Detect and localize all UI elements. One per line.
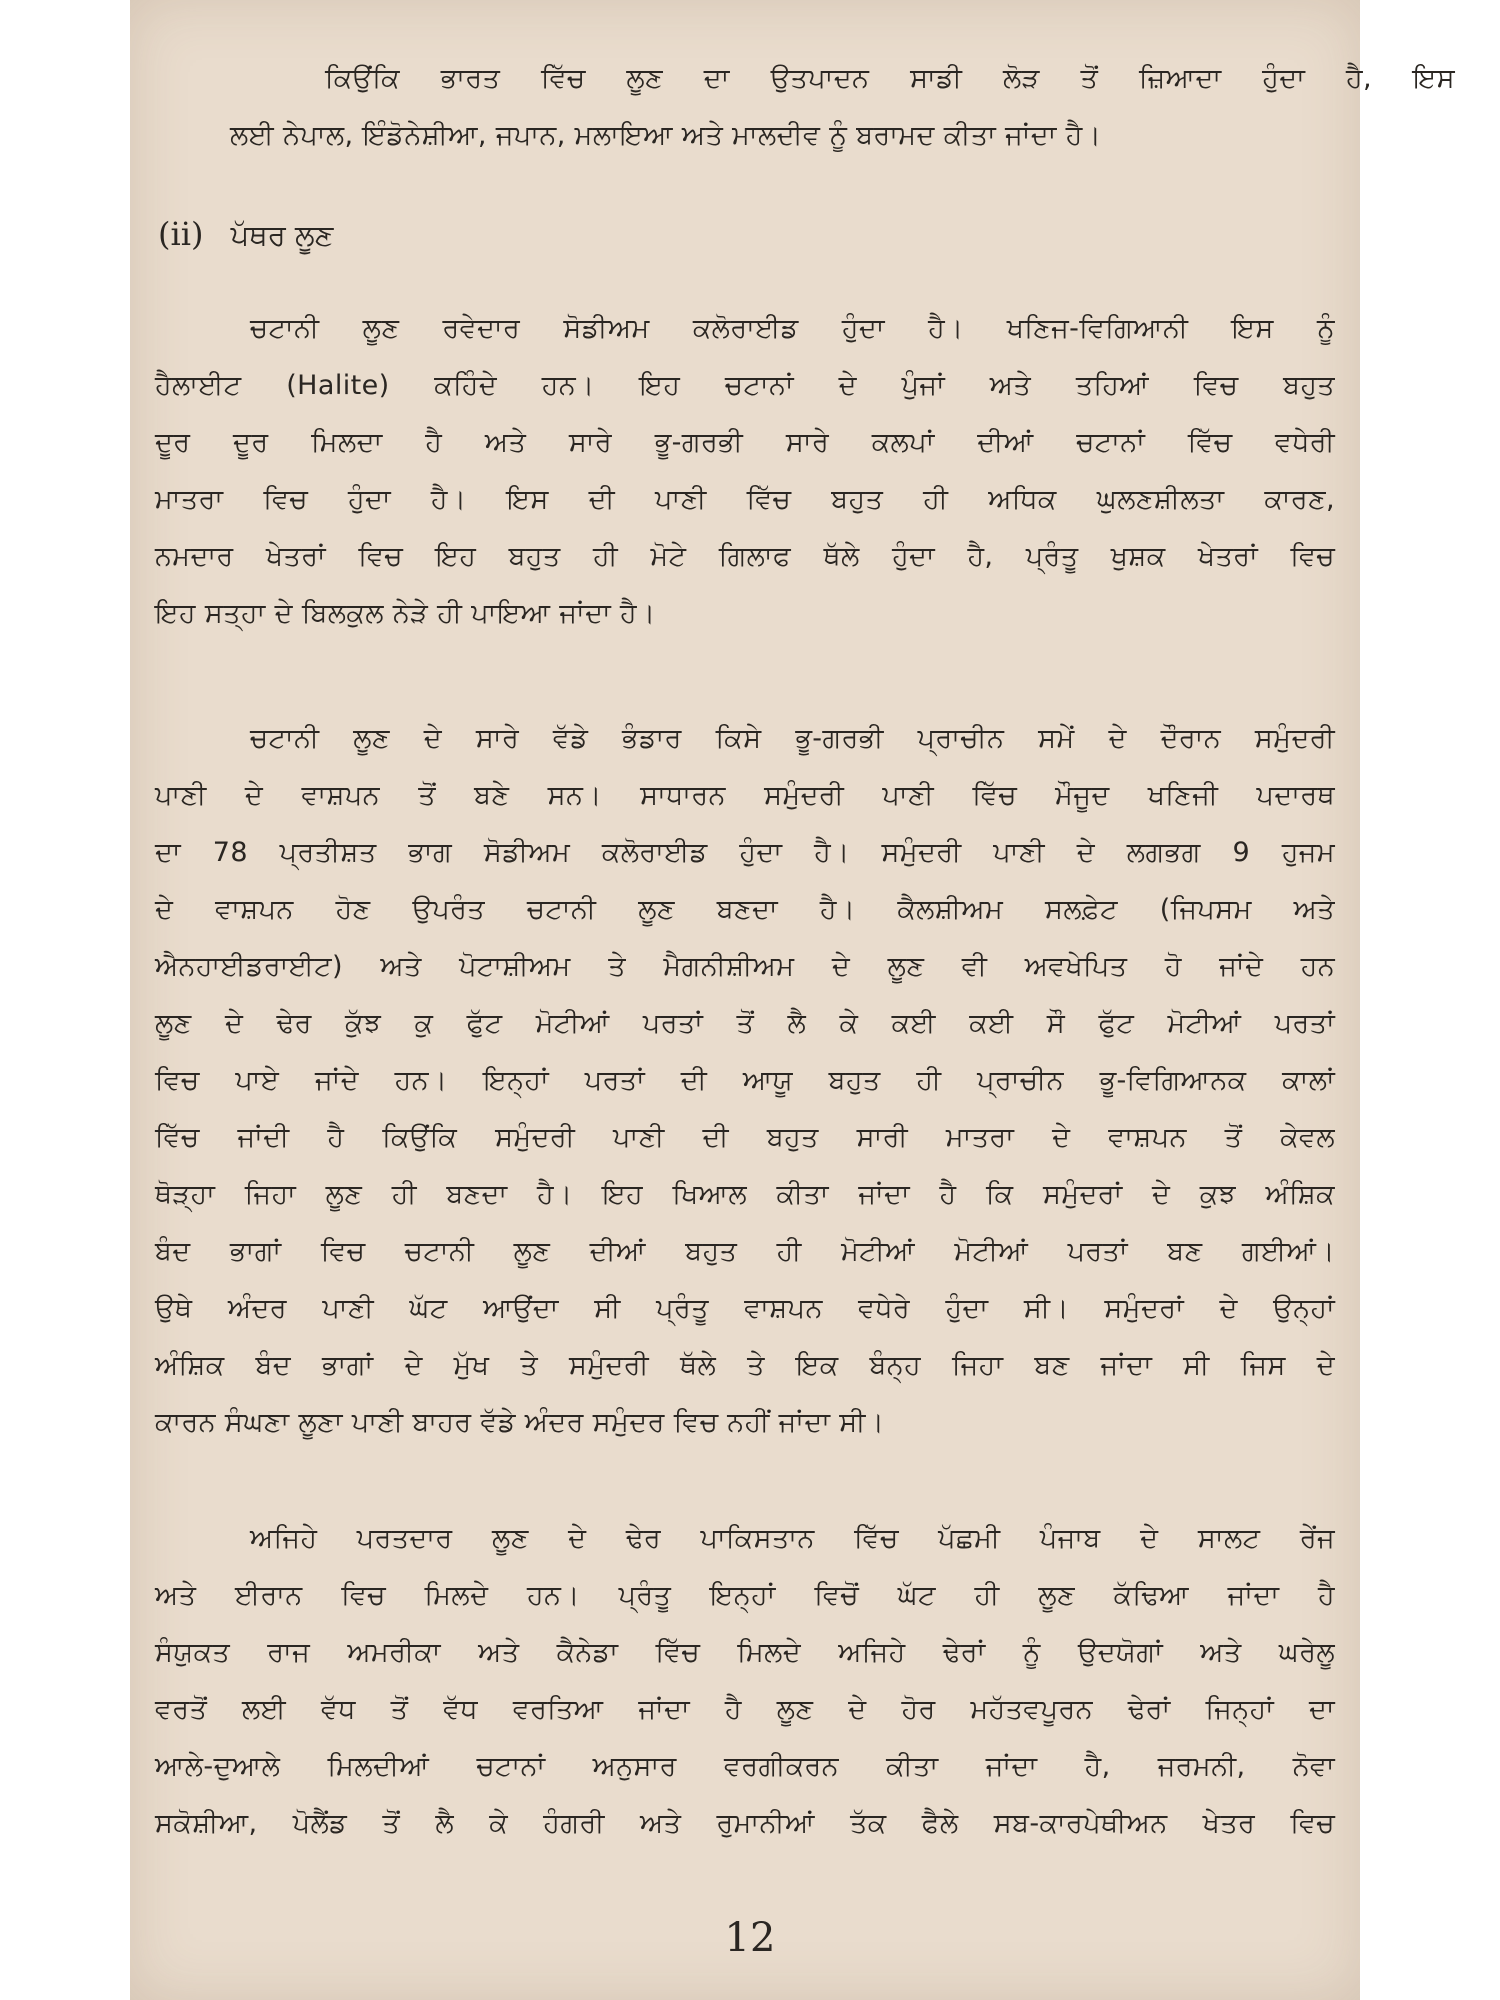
text-line: ਦੇ ਵਾਸ਼ਪਨ ਹੋਣ ਉਪਰੰਤ ਚਟਾਨੀ ਲੂਣ ਬਣਦਾ ਹੈ। ਕੈਲਸ਼ੀਅਮ ਸਲਫ਼ੇਟ (ਜਿਪਸਮ ਅਤੇ bbox=[155, 894, 1335, 925]
paragraph-3 bbox=[155, 710, 1335, 1451]
text-line: ਆਲੇ-ਦੁਆਲੇ ਮਿਲਦੀਆਂ ਚਟਾਨਾਂ ਅਨੁਸਾਰ ਵਰਗੀਕਰਨ ਕੀਤਾ ਜਾਂਦਾ ਹੈ, ਜਰਮਨੀ, ਨੋਵਾ bbox=[155, 1751, 1335, 1782]
paragraph-4 bbox=[155, 1510, 1335, 1852]
text-line: ਵਿੱਚ ਜਾਂਦੀ ਹੈ ਕਿਉਂਕਿ ਸਮੁੰਦਰੀ ਪਾਣੀ ਦੀ ਬਹੁਤ ਸਾਰੀ ਮਾਤਰਾ ਦੇ ਵਾਸ਼ਪਨ ਤੋਂ ਕੇਵਲ bbox=[155, 1122, 1335, 1153]
text-line: ਕਿਉਂਕਿ ਭਾਰਤ ਵਿੱਚ ਲੂਣ ਦਾ ਉਤਪਾਦਨ ਸਾਡੀ ਲੋੜ ਤੋਂ ਜ਼ਿਆਦਾ ਹੁੰਦਾ ਹੈ, ਇਸ bbox=[325, 63, 1455, 94]
text-line: ਬੰਦ ਭਾਗਾਂ ਵਿਚ ਚਟਾਨੀ ਲੂਣ ਦੀਆਂ ਬਹੁਤ ਹੀ ਮੋਟੀਆਂ ਮੋਟੀਆਂ ਪਰਤਾਂ ਬਣ ਗਈਆਂ। bbox=[155, 1236, 1335, 1267]
text-line: ਸੰਯੁਕਤ ਰਾਜ ਅਮਰੀਕਾ ਅਤੇ ਕੈਨੇਡਾ ਵਿੱਚ ਮਿਲਦੇ ਅਜਿਹੇ ਢੇਰਾਂ ਨੂੰ ਉਦਯੋਗਾਂ ਅਤੇ ਘਰੇਲੂ bbox=[155, 1637, 1335, 1668]
text-line: ਥੋੜ੍ਹਾ ਜਿਹਾ ਲੂਣ ਹੀ ਬਣਦਾ ਹੈ। ਇਹ ਖਿਆਲ ਕੀਤਾ ਜਾਂਦਾ ਹੈ ਕਿ ਸਮੁੰਦਰਾਂ ਦੇ ਕੁਝ ਅੰਸ਼ਿਕ bbox=[155, 1179, 1335, 1210]
text-line: ਐਨਹਾਈਡਰਾਈਟ) ਅਤੇ ਪੋਟਾਸ਼ੀਅਮ ਤੇ ਮੈਗਨੀਸ਼ੀਅਮ ਦੇ ਲੂਣ ਵੀ ਅਵਖੇਪਿਤ ਹੋ ਜਾਂਦੇ ਹਨ bbox=[155, 951, 1335, 982]
text-line: ਪਾਣੀ ਦੇ ਵਾਸ਼ਪਨ ਤੋਂ ਬਣੇ ਸਨ। ਸਾਧਾਰਨ ਸਮੁੰਦਰੀ ਪਾਣੀ ਵਿੱਚ ਮੌਜੂਦ ਖਣਿਜੀ ਪਦਾਰਥ bbox=[155, 780, 1335, 811]
text-line: ਲਈ ਨੇਪਾਲ, ਇੰਡੋਨੇਸ਼ੀਆ, ਜਪਾਨ, ਮਲਾਇਆ ਅਤੇ ਮਾਲਦੀਵ ਨੂੰ ਬਰਾਮਦ ਕੀਤਾ ਜਾਂਦਾ ਹੈ। bbox=[230, 120, 1102, 151]
text-line: ਅਤੇ ਈਰਾਨ ਵਿਚ ਮਿਲਦੇ ਹਨ। ਪ੍ਰੰਤੂ ਇਨ੍ਹਾਂ ਵਿਚੋਂ ਘੱਟ ਹੀ ਲੂਣ ਕੱਢਿਆ ਜਾਂਦਾ ਹੈ bbox=[155, 1580, 1335, 1611]
book-page bbox=[130, 0, 1455, 2000]
section-number: (ii) bbox=[158, 215, 204, 253]
paragraph-1 bbox=[230, 50, 1455, 164]
text-line: ਦੂਰ ਦੂਰ ਮਿਲਦਾ ਹੈ ਅਤੇ ਸਾਰੇ ਭੂ-ਗਰਭੀ ਸਾਰੇ ਕਲਪਾਂ ਦੀਆਂ ਚਟਾਨਾਂ ਵਿੱਚ ਵਧੇਰੀ bbox=[155, 427, 1335, 458]
section-heading bbox=[158, 215, 333, 253]
text-line: ਦਾ 78 ਪ੍ਰਤੀਸ਼ਤ ਭਾਗ ਸੋਡੀਅਮ ਕਲੋਰਾਈਡ ਹੁੰਦਾ ਹੈ। ਸਮੁੰਦਰੀ ਪਾਣੀ ਦੇ ਲਗਭਗ 9 ਹੁਜਮ bbox=[155, 837, 1335, 868]
text-line: ਲੂਣ ਦੇ ਢੇਰ ਕੁੱਝ ਕੁ ਫੁੱਟ ਮੋਟੀਆਂ ਪਰਤਾਂ ਤੋਂ ਲੈ ਕੇ ਕਈ ਕਈ ਸੌ ਫੁੱਟ ਮੋਟੀਆਂ ਪਰਤਾਂ bbox=[155, 1008, 1335, 1039]
text-line: ਸਕੋਸ਼ੀਆ, ਪੋਲੈਂਡ ਤੋਂ ਲੈ ਕੇ ਹੰਗਰੀ ਅਤੇ ਰੁਮਾਨੀਆਂ ਤੱਕ ਫੈਲੇ ਸਬ-ਕਾਰਪੇਥੀਅਨ ਖੇਤਰ ਵਿਚ bbox=[155, 1808, 1335, 1839]
text-line: ਉਥੇ ਅੰਦਰ ਪਾਣੀ ਘੱਟ ਆਉਂਦਾ ਸੀ ਪ੍ਰੰਤੂ ਵਾਸ਼ਪਨ ਵਧੇਰੇ ਹੁੰਦਾ ਸੀ। ਸਮੁੰਦਰਾਂ ਦੇ ਉਨ੍ਹਾਂ bbox=[155, 1293, 1335, 1324]
text-line: ਨਮਦਾਰ ਖੇਤਰਾਂ ਵਿਚ ਇਹ ਬਹੁਤ ਹੀ ਮੋਟੇ ਗਿਲਾਫ ਥੱਲੇ ਹੁੰਦਾ ਹੈ, ਪ੍ਰੰਤੂ ਖੁਸ਼ਕ ਖੇਤਰਾਂ ਵਿਚ bbox=[155, 541, 1335, 572]
text-line: ਕਾਰਨ ਸੰਘਣਾ ਲੂਣਾ ਪਾਣੀ ਬਾਹਰ ਵੱਡੇ ਅੰਦਰ ਸਮੁੰਦਰ ਵਿਚ ਨਹੀਂ ਜਾਂਦਾ ਸੀ। bbox=[155, 1407, 885, 1438]
text-line: ਇਹ ਸਤ੍ਹਾ ਦੇ ਬਿਲਕੁਲ ਨੇੜੇ ਹੀ ਪਾਇਆ ਜਾਂਦਾ ਹੈ। bbox=[155, 598, 656, 629]
text-line: ਚਟਾਨੀ ਲੂਣ ਦੇ ਸਾਰੇ ਵੱਡੇ ਭੰਡਾਰ ਕਿਸੇ ਭੂ-ਗਰਭੀ ਪ੍ਰਾਚੀਨ ਸਮੇਂ ਦੇ ਦੌਰਾਨ ਸਮੁੰਦਰੀ bbox=[250, 723, 1335, 754]
section-title: ਪੱਥਰ ਲੂਣ bbox=[230, 218, 334, 252]
text-line: ਮਾਤਰਾ ਵਿਚ ਹੁੰਦਾ ਹੈ। ਇਸ ਦੀ ਪਾਣੀ ਵਿੱਚ ਬਹੁਤ ਹੀ ਅਧਿਕ ਘੁਲਣਸ਼ੀਲਤਾ ਕਾਰਣ, bbox=[155, 484, 1335, 515]
text-line: ਹੈਲਾਈਟ (Halite) ਕਹਿੰਦੇ ਹਨ। ਇਹ ਚਟਾਨਾਂ ਦੇ ਪੁੰਜਾਂ ਅਤੇ ਤਹਿਆਂ ਵਿਚ ਬਹੁਤ bbox=[155, 370, 1335, 401]
text-line: ਵਰਤੋਂ ਲਈ ਵੱਧ ਤੋਂ ਵੱਧ ਵਰਤਿਆ ਜਾਂਦਾ ਹੈ ਲੂਣ ਦੇ ਹੋਰ ਮਹੱਤਵਪੂਰਨ ਢੇਰਾਂ ਜਿਨ੍ਹਾਂ ਦਾ bbox=[155, 1694, 1335, 1725]
text-line: ਅੰਸ਼ਿਕ ਬੰਦ ਭਾਗਾਂ ਦੇ ਮੁੱਖ ਤੇ ਸਮੁੰਦਰੀ ਥੱਲੇ ਤੇ ਇਕ ਬੰਨ੍ਹ ਜਿਹਾ ਬਣ ਜਾਂਦਾ ਸੀ ਜਿਸ ਦੇ bbox=[155, 1350, 1335, 1381]
page-number: 12 bbox=[724, 1915, 776, 1961]
paragraph-2 bbox=[155, 300, 1335, 642]
text-line: ਚਟਾਨੀ ਲੂਣ ਰਵੇਦਾਰ ਸੋਡੀਅਮ ਕਲੋਰਾਈਡ ਹੁੰਦਾ ਹੈ। ਖਣਿਜ-ਵਿਗਿਆਨੀ ਇਸ ਨੂੰ bbox=[250, 313, 1335, 344]
text-line: ਵਿਚ ਪਾਏ ਜਾਂਦੇ ਹਨ। ਇਨ੍ਹਾਂ ਪਰਤਾਂ ਦੀ ਆਯੂ ਬਹੁਤ ਹੀ ਪ੍ਰਾਚੀਨ ਭੂ-ਵਿਗਿਆਨਕ ਕਾਲਾਂ bbox=[155, 1065, 1335, 1096]
text-line: ਅਜਿਹੇ ਪਰਤਦਾਰ ਲੂਣ ਦੇ ਢੇਰ ਪਾਕਿਸਤਾਨ ਵਿੱਚ ਪੱਛਮੀ ਪੰਜਾਬ ਦੇ ਸਾਲਟ ਰੇਂਜ bbox=[250, 1523, 1335, 1554]
